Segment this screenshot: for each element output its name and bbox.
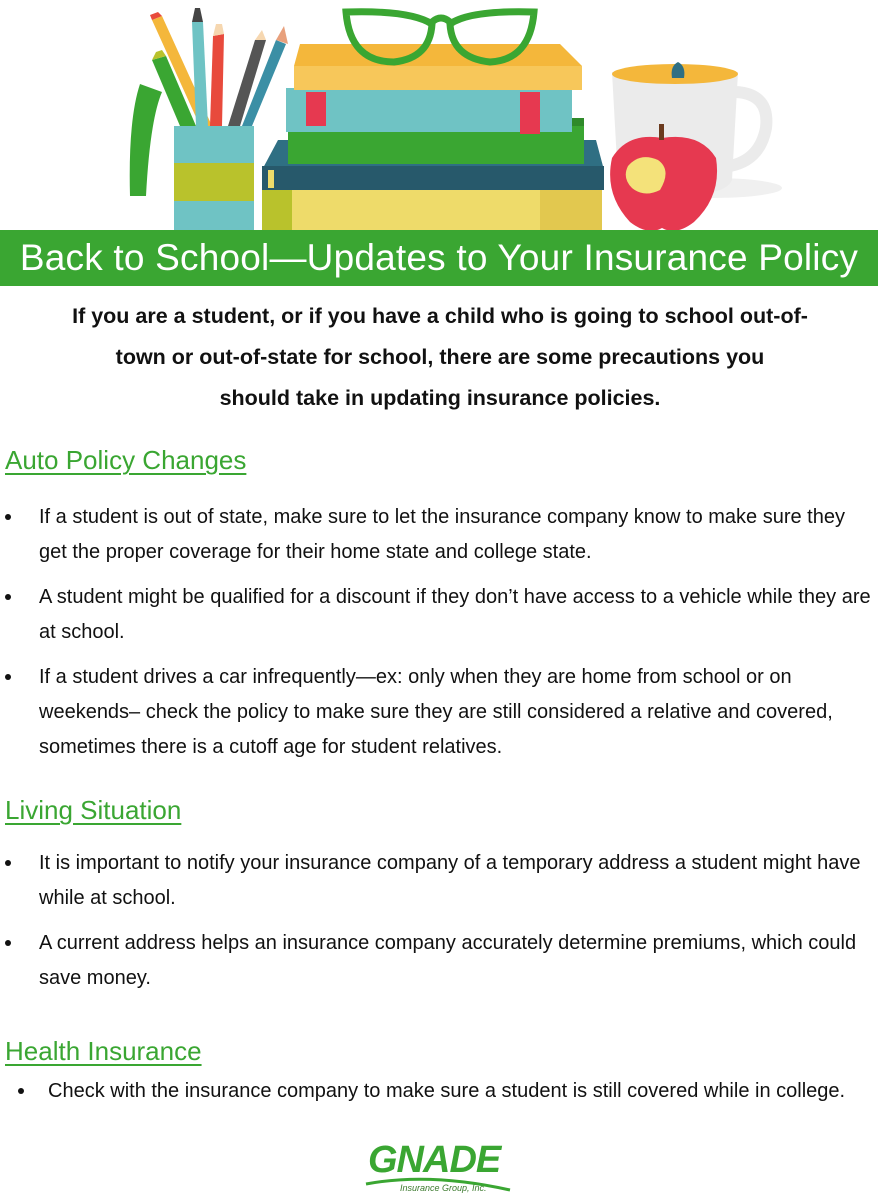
bullet-icon xyxy=(5,514,11,520)
logo-subtitle: Insurance Group, Inc. xyxy=(400,1183,487,1193)
back-to-school-illustration xyxy=(0,0,884,232)
bullet-icon xyxy=(5,940,11,946)
bullet-icon xyxy=(5,594,11,600)
list-item: If a student is out of state, make sure to let the insurance company know to make sure they get the proper coverage for their home state and college state. xyxy=(5,500,877,570)
bullet-icon xyxy=(5,674,11,680)
bullet-icon xyxy=(18,1088,24,1094)
gnade-logo xyxy=(360,1138,520,1200)
section-heading-living: Living Situation xyxy=(5,795,182,825)
intro-paragraph xyxy=(0,296,880,419)
section-heading-health: Health Insurance xyxy=(5,1036,202,1066)
auto-policy-list xyxy=(5,500,877,775)
page-title: Back to School—Updates to Your Insurance Policy xyxy=(19,237,859,278)
title-banner xyxy=(0,230,878,286)
list-item: Check with the insurance company to make sure a student is still covered while in college. xyxy=(18,1074,864,1109)
health-insurance-list xyxy=(18,1074,864,1119)
section-heading-auto: Auto Policy Changes xyxy=(5,445,247,475)
list-item: A student might be qualified for a discount if they don’t have access to a vehicle while they are at school. xyxy=(5,580,877,650)
intro-line: should take in updating insurance policies. xyxy=(219,386,661,410)
intro-line: town or out-of-state for school, there are some precautions you xyxy=(115,345,765,369)
intro-line: If you are a student, or if you have a child who is going to school out-of- xyxy=(72,304,808,328)
logo-wordmark-text: GNADE xyxy=(368,1139,501,1181)
list-item: If a student drives a car infrequently—ex: only when they are home from school or on weekends– check the policy to make sure they are still considered a relative and covered, sometimes there is a cutoff age for student relatives. xyxy=(5,660,877,765)
book-stack-icon xyxy=(262,44,604,232)
list-item: It is important to notify your insurance company of a temporary address a student might have while at school. xyxy=(5,846,865,916)
list-item: A current address helps an insurance company accurately determine premiums, which could save money. xyxy=(5,926,865,996)
logo-wordmark xyxy=(368,1138,500,1182)
living-situation-list xyxy=(5,846,865,1006)
bullet-icon xyxy=(5,860,11,866)
